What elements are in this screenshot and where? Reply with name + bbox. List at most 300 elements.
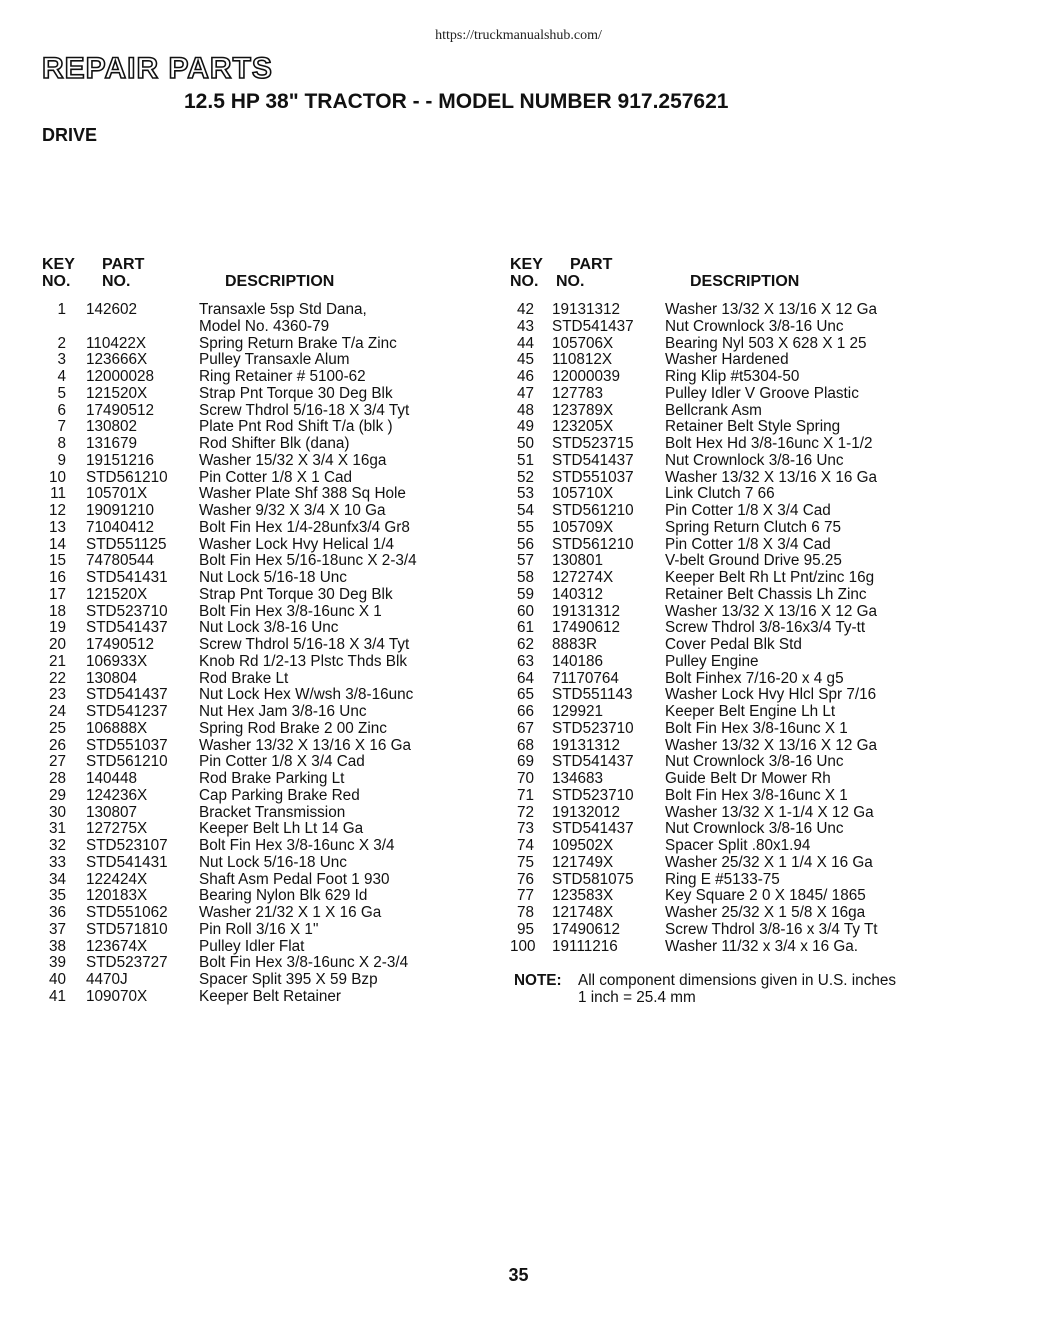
table-row	[510, 604, 930, 621]
description: Washer 9/32 X 3/4 X 10 Ga	[199, 502, 386, 519]
description: Washer 13/32 X 13/16 X 12 Ga	[665, 602, 878, 620]
description: Washer Hardened	[665, 351, 789, 369]
table-row	[42, 403, 502, 420]
description: Screw Thdrol 3/8-16 x 3/4 Ty Tt	[665, 920, 878, 938]
description: Nut Crownlock 3/8-16 Unc	[665, 317, 844, 335]
part-no: 130801	[552, 552, 604, 570]
part-no: STD523710	[86, 602, 168, 620]
key-no: 40	[48, 971, 66, 988]
key-no: 10	[48, 468, 66, 486]
key-no: 72	[516, 803, 534, 821]
part-no: 140312	[552, 585, 604, 603]
table-row	[510, 788, 930, 805]
key-no: 60	[516, 602, 534, 620]
key-no: 3	[57, 351, 66, 369]
description: Guide Belt Dr Mower Rh	[665, 770, 831, 787]
table-row	[42, 453, 502, 470]
description: Washer 13/32 X 13/16 X 16 Ga	[199, 736, 412, 754]
part-no: 4470J	[86, 971, 128, 988]
table-row	[42, 654, 502, 671]
page-number: 35	[508, 1265, 529, 1285]
table-row	[510, 805, 930, 822]
part-no: 12000039	[552, 368, 621, 385]
note-line2: 1 inch = 25.4 mm	[578, 989, 696, 1006]
table-row	[510, 654, 930, 671]
table-row	[42, 637, 502, 654]
key-no: 2	[57, 334, 66, 352]
table-row	[42, 369, 502, 386]
description: Ring Klip #t5304-50	[665, 368, 800, 385]
part-no: 8883R	[552, 636, 598, 653]
table-row	[42, 503, 502, 520]
note-label: NOTE:	[514, 972, 562, 989]
page-heading: REPAIR PARTS	[42, 52, 273, 85]
table-row	[510, 855, 930, 872]
key-no: 9	[57, 451, 66, 469]
part-no: 74780544	[86, 552, 155, 570]
table-row	[42, 805, 502, 822]
part-no: STD561210	[552, 535, 634, 553]
part-no: STD571810	[86, 920, 168, 938]
table-header	[510, 256, 930, 296]
key-no: 22	[48, 669, 66, 687]
key-no: 23	[48, 686, 66, 704]
description: Cover Pedal Blk Std	[665, 636, 802, 653]
key-no: 12	[48, 502, 66, 519]
table-row	[510, 687, 930, 704]
key-no: 61	[516, 619, 534, 637]
part-no: 127783	[552, 384, 604, 402]
key-no: 95	[516, 920, 534, 938]
key-no: 30	[48, 803, 66, 821]
part-no: STD523710	[552, 786, 634, 804]
table-row	[42, 419, 502, 436]
table-row	[42, 972, 502, 989]
part-no: 12000028	[86, 368, 155, 385]
description-header: DESCRIPTION	[225, 273, 335, 290]
key-no: 52	[516, 468, 534, 486]
part-no: 131679	[86, 435, 138, 452]
table-row	[510, 704, 930, 721]
description: Spring Return Clutch 6 75	[665, 518, 842, 536]
part-no: STD551037	[552, 468, 634, 486]
table-row	[510, 436, 930, 453]
table-row	[42, 620, 502, 637]
table-row	[510, 553, 930, 570]
part-no: STD541437	[552, 820, 634, 838]
table-row	[510, 520, 930, 537]
key-no: 33	[48, 853, 66, 871]
key-no: 42	[516, 301, 534, 318]
table-row	[510, 537, 930, 554]
table-row	[42, 905, 502, 922]
part-no: 123674X	[86, 937, 148, 955]
key-no: 70	[516, 770, 534, 787]
key-no: 77	[516, 887, 534, 905]
description: Bolt Fin Hex 5/16-18unc X 2-3/4	[199, 552, 417, 570]
key-no: 28	[48, 770, 66, 787]
description: Nut Lock 5/16-18 Unc	[199, 569, 347, 586]
part-no: 106888X	[86, 719, 148, 737]
key-no: 71	[516, 786, 534, 804]
description: Link Clutch 7 66	[665, 485, 775, 503]
part-header-line1: PART	[570, 256, 613, 273]
key-no: 64	[516, 669, 534, 687]
description: Bolt Fin Hex 3/8-16unc X 2-3/4	[199, 954, 409, 972]
table-row	[510, 738, 930, 755]
part-no: STD551062	[86, 904, 168, 921]
table-row	[510, 319, 930, 336]
description: Screw Thdrol 5/16-18 X 3/4 Tyt	[199, 636, 410, 653]
key-no: 19	[48, 619, 66, 637]
description: Keeper Belt Rh Lt Pnt/zinc 16g	[665, 569, 875, 586]
part-no: 17490512	[86, 636, 155, 653]
description: Retainer Belt Chassis Lh Zinc	[665, 585, 867, 603]
key-no: 7	[57, 418, 66, 436]
parts-table-right	[510, 256, 930, 955]
description: Pulley Engine	[665, 652, 759, 670]
table-row	[510, 369, 930, 386]
key-no: 32	[48, 837, 66, 854]
table-row	[510, 470, 930, 487]
part-no: STD561210	[86, 753, 168, 771]
key-header-line1: KEY	[42, 256, 75, 273]
part-no: 121520X	[86, 384, 148, 402]
table-row	[510, 771, 930, 788]
part-no: 105709X	[552, 518, 614, 536]
part-no: 106933X	[86, 652, 148, 670]
description: Knob Rd 1/2-13 Plstc Thds Blk	[199, 652, 408, 670]
part-no: STD551143	[552, 686, 633, 704]
table-row	[42, 955, 502, 972]
description: Nut Hex Jam 3/8-16 Unc	[199, 703, 367, 720]
description: Strap Pnt Torque 30 Deg Blk	[199, 585, 393, 603]
part-no: 17490612	[552, 920, 621, 938]
description: Pin Cotter 1/8 X 3/4 Cad	[199, 753, 365, 771]
description: Bellcrank Asm	[665, 401, 762, 419]
key-no: 57	[516, 552, 534, 570]
table-row	[42, 721, 502, 738]
table-row	[510, 888, 930, 905]
description: Nut Lock Hex W/wsh 3/8-16unc	[199, 686, 414, 704]
table-row	[510, 352, 930, 369]
description: Bolt Fin Hex 3/8-16unc X 1	[665, 719, 848, 737]
table-header	[42, 256, 502, 296]
key-no: 45	[516, 351, 534, 369]
part-no: 17490612	[552, 619, 621, 637]
key-no: 100	[510, 937, 536, 955]
description: Bolt Hex Hd 3/8-16unc X 1-1/2	[665, 435, 873, 452]
key-header-line1: KEY	[510, 256, 543, 273]
part-no: 105706X	[552, 334, 614, 352]
key-no: 17	[48, 585, 66, 603]
description: Pin Cotter 1/8 X 3/4 Cad	[665, 502, 831, 519]
part-no: 19131312	[552, 602, 621, 620]
description: Retainer Belt Style Spring	[665, 418, 841, 436]
description: Spacer Split 395 X 59 Bzp	[199, 971, 378, 988]
table-row	[42, 922, 502, 939]
table-row	[42, 738, 502, 755]
table-row	[42, 436, 502, 453]
table-row	[510, 821, 930, 838]
part-no: 123789X	[552, 401, 614, 419]
table-row	[510, 570, 930, 587]
table-row	[42, 520, 502, 537]
description: Keeper Belt Lh Lt 14 Ga	[199, 820, 364, 838]
part-no: 121748X	[552, 904, 614, 921]
part-no: 142602	[86, 301, 138, 318]
key-no: 15	[48, 552, 66, 570]
table-row	[510, 620, 930, 637]
key-no: 37	[48, 920, 66, 938]
part-no: 17490512	[86, 401, 155, 419]
table-row	[42, 537, 502, 554]
part-no: 19091210	[86, 502, 155, 519]
part-no: 140448	[86, 770, 138, 787]
table-row	[510, 302, 930, 319]
part-no: STD541431	[86, 853, 168, 871]
description: Nut Lock 5/16-18 Unc	[199, 853, 347, 871]
part-no: 134683	[552, 770, 604, 787]
description: Pulley Idler Flat	[199, 937, 305, 955]
description: Shaft Asm Pedal Foot 1 930	[199, 870, 390, 888]
description: Bearing Nylon Blk 629 Id	[199, 887, 368, 905]
table-row	[42, 771, 502, 788]
part-no: 123583X	[552, 887, 614, 905]
part-no: 109502X	[552, 837, 614, 854]
part-no: STD551037	[86, 736, 168, 754]
description: Washer 13/32 X 13/16 X 12 Ga	[665, 301, 878, 318]
parts-table-left	[42, 256, 502, 1006]
table-row	[510, 587, 930, 604]
key-no: 58	[516, 569, 534, 586]
key-no: 55	[516, 518, 534, 536]
part-no: STD541437	[86, 619, 168, 637]
key-no: 51	[516, 451, 534, 469]
table-row	[42, 855, 502, 872]
description: Washer 25/32 X 1 1/4 X 16 Ga	[665, 853, 873, 871]
key-no: 47	[516, 384, 534, 402]
key-no: 34	[48, 870, 66, 888]
table-row	[510, 403, 930, 420]
description: Spring Return Brake T/a Zinc	[199, 334, 397, 352]
table-row	[42, 553, 502, 570]
part-no: 19151216	[86, 451, 155, 469]
description: Nut Crownlock 3/8-16 Unc	[665, 820, 844, 838]
part-no: STD581075	[552, 870, 634, 888]
part-no: 121749X	[552, 853, 614, 871]
table-row	[510, 721, 930, 738]
key-no: 27	[48, 753, 66, 771]
key-no: 53	[516, 485, 534, 503]
table-row	[510, 872, 930, 889]
description: Nut Crownlock 3/8-16 Unc	[665, 753, 844, 771]
table-row	[42, 604, 502, 621]
description: Rod Shifter Blk (dana)	[199, 435, 350, 452]
parts-list-left	[42, 302, 502, 1006]
table-row	[510, 503, 930, 520]
description: Washer 11/32 x 3/4 x 16 Ga.	[665, 937, 859, 955]
description: Bolt Fin Hex 3/8-16unc X 3/4	[199, 837, 395, 854]
table-row	[42, 872, 502, 889]
description: Washer Lock Hvy Hlcl Spr 7/16	[665, 686, 877, 704]
key-no: 66	[516, 703, 534, 720]
table-row	[42, 788, 502, 805]
description: V-belt Ground Drive 95.25	[665, 552, 842, 570]
table-row	[42, 704, 502, 721]
part-no: 130807	[86, 803, 138, 821]
table-row	[42, 754, 502, 771]
key-no: 20	[48, 636, 66, 653]
key-no: 18	[48, 602, 66, 620]
part-no: 140186	[552, 652, 604, 670]
description: Strap Pnt Torque 30 Deg Blk	[199, 384, 393, 402]
key-no: 44	[516, 334, 534, 352]
key-no: 56	[516, 535, 534, 553]
key-no: 25	[48, 719, 66, 737]
key-no: 41	[48, 987, 66, 1005]
description: Washer 13/32 X 1-1/4 X 12 Ga	[665, 803, 874, 821]
part-no: 19132012	[552, 803, 621, 821]
key-no: 31	[48, 820, 66, 838]
key-no: 39	[48, 954, 66, 972]
note-line1: All component dimensions given in U.S. inches	[578, 972, 897, 989]
key-no: 46	[516, 368, 534, 385]
key-no: 21	[48, 652, 66, 670]
description: Bracket Transmission	[199, 803, 346, 821]
key-no: 38	[48, 937, 66, 955]
table-row	[42, 939, 502, 956]
description: Washer Lock Hvy Helical 1/4	[199, 535, 394, 553]
part-no: 130802	[86, 418, 138, 436]
key-no: 67	[516, 719, 534, 737]
key-no: 8	[57, 435, 66, 452]
key-no: 43	[516, 317, 534, 335]
table-row	[510, 838, 930, 855]
source-url[interactable]: https://truckmanualshub.com/	[435, 28, 602, 43]
table-row	[42, 336, 502, 353]
key-no: 75	[516, 853, 534, 871]
description: Washer 25/32 X 1 5/8 X 16ga	[665, 904, 866, 921]
key-no: 29	[48, 786, 66, 804]
key-no: 11	[50, 485, 66, 503]
table-row	[510, 922, 930, 939]
description: Rod Brake Parking Lt	[199, 770, 345, 787]
table-row	[42, 319, 502, 336]
description: Pulley Idler V Groove Plastic	[665, 384, 859, 402]
description: Bolt Fin Hex 3/8-16unc X 1	[665, 786, 848, 804]
description: Bolt Fin Hex 3/8-16unc X 1	[199, 602, 382, 620]
description: Transaxle 5sp Std Dana,	[199, 301, 367, 318]
table-row	[510, 905, 930, 922]
description: Keeper Belt Retainer	[199, 987, 342, 1005]
table-row	[510, 637, 930, 654]
description: Washer Plate Shf 388 Sq Hole	[199, 485, 406, 503]
description: Bearing Nyl 503 X 628 X 1 25	[665, 334, 867, 352]
description: Bolt Fin Hex 1/4-28unfx3/4 Gr8	[199, 518, 410, 536]
part-no: STD523727	[86, 954, 168, 972]
part-no: STD523715	[552, 435, 634, 452]
part-no: STD541431	[86, 569, 168, 586]
parts-list-right	[510, 302, 930, 955]
description: Ring Retainer # 5100-62	[199, 368, 366, 385]
description: Plate Pnt Rod Shift T/a (blk )	[199, 418, 393, 436]
key-no: 69	[516, 753, 534, 771]
key-no: 48	[516, 401, 534, 419]
description: Nut Lock 3/8-16 Unc	[199, 619, 339, 637]
key-header-line2: NO.	[42, 273, 71, 290]
part-no: 120183X	[86, 887, 148, 905]
table-row	[42, 587, 502, 604]
section-title: DRIVE	[42, 125, 98, 145]
table-row	[42, 838, 502, 855]
part-no: 71170764	[552, 669, 619, 687]
key-no: 35	[48, 887, 66, 905]
description: Screw Thdrol 3/8-16x3/4 Ty-tt	[665, 619, 866, 637]
key-no: 36	[48, 904, 66, 921]
description: Cap Parking Brake Red	[199, 786, 360, 804]
table-row	[42, 687, 502, 704]
part-no: STD541237	[86, 703, 168, 720]
part-no: STD551125	[86, 535, 167, 553]
part-no: 19131312	[552, 736, 621, 754]
table-row	[42, 570, 502, 587]
table-row	[42, 386, 502, 403]
part-no: STD561210	[552, 502, 634, 519]
description: Pin Cotter 1/8 X 3/4 Cad	[665, 535, 831, 553]
description: Ring E #5133-75	[665, 870, 780, 888]
key-header-line2: NO.	[510, 273, 539, 290]
table-row	[42, 989, 502, 1006]
key-no: 63	[516, 652, 534, 670]
description: Washer 13/32 X 13/16 X 16 Ga	[665, 468, 878, 486]
description: Spring Rod Brake 2 00 Zinc	[199, 719, 387, 737]
part-no: 123666X	[86, 351, 148, 369]
description: Spacer Split .80x1.94	[665, 837, 811, 854]
description: Pulley Transaxle Alum	[199, 351, 350, 369]
table-row	[510, 453, 930, 470]
key-no: 62	[516, 636, 534, 653]
key-no: 73	[516, 820, 534, 838]
table-row	[510, 336, 930, 353]
key-no: 59	[516, 585, 534, 603]
part-no: 130804	[86, 669, 138, 687]
description: Screw Thdrol 5/16-18 X 3/4 Tyt	[199, 401, 410, 419]
table-row	[510, 486, 930, 503]
table-row	[510, 386, 930, 403]
part-no: 122424X	[86, 870, 148, 888]
key-no: 13	[48, 518, 66, 536]
table-row	[42, 671, 502, 688]
key-no: 4	[57, 368, 66, 385]
key-no: 78	[516, 904, 534, 921]
key-no: 16	[48, 569, 66, 586]
key-no: 24	[48, 703, 66, 720]
part-no: 110422X	[86, 334, 147, 352]
part-no: 105701X	[86, 485, 148, 503]
part-no: 19111216	[552, 937, 618, 955]
table-row	[42, 486, 502, 503]
table-row	[42, 302, 502, 319]
description: Rod Brake Lt	[199, 669, 289, 687]
part-header-line2: NO.	[102, 273, 131, 290]
table-row	[42, 470, 502, 487]
part-no: 124236X	[86, 786, 148, 804]
description: Key Square 2 0 X 1845/ 1865	[665, 887, 866, 905]
description: Washer 15/32 X 3/4 X 16ga	[199, 451, 387, 469]
table-row	[510, 939, 930, 956]
key-no: 1	[57, 301, 66, 318]
